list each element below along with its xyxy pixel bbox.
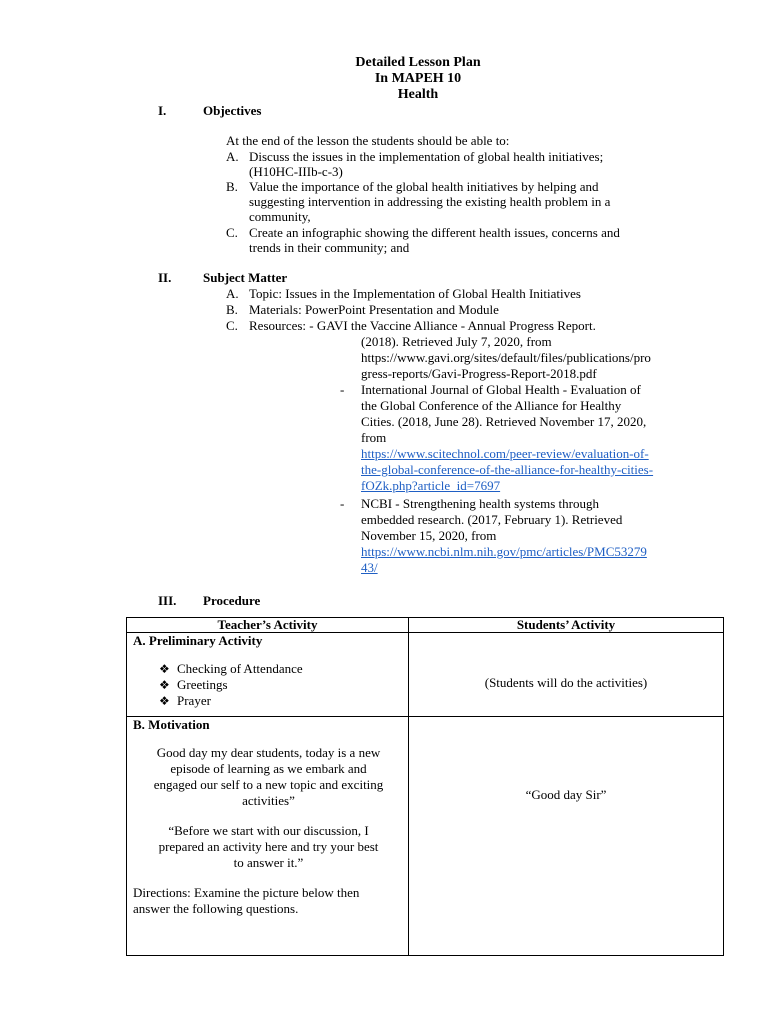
objective-c-line: trends in their community; and bbox=[249, 240, 410, 255]
preliminary-activity-cell bbox=[127, 633, 409, 717]
objectives-intro: At the end of the lesson the students should be able to: bbox=[226, 133, 510, 148]
diamond-bullet-icon: ❖ bbox=[159, 694, 170, 708]
topic-marker: A. bbox=[226, 286, 239, 301]
resource3-line: embedded research. (2017, February 1). Retrieved bbox=[361, 512, 623, 527]
topic-text: Topic: Issues in the Implementation of Global Health Initiatives bbox=[249, 286, 581, 301]
preliminary-activity-heading: A. Preliminary Activity bbox=[133, 633, 263, 648]
objective-b-line: suggesting intervention in addressing the existing health problem in a bbox=[249, 194, 611, 209]
section-title-procedure: Procedure bbox=[203, 593, 261, 608]
objective-b-line: community, bbox=[249, 209, 311, 224]
document-subject: Health bbox=[397, 87, 439, 102]
resource2-link[interactable]: https://www.scitechnol.com/peer-review/evaluation-of- bbox=[361, 446, 649, 461]
materials-marker: B. bbox=[226, 302, 238, 317]
materials-text: Materials: PowerPoint Presentation and Module bbox=[249, 302, 499, 317]
objective-a-line: Discuss the issues in the implementation of global health initiatives; bbox=[249, 149, 604, 164]
diamond-bullet-icon: ❖ bbox=[159, 662, 170, 676]
objective-marker-b: B. bbox=[226, 179, 238, 194]
resource3-link[interactable]: 43/ bbox=[361, 560, 378, 575]
resource1-line: https://www.gavi.org/sites/default/files/publications/pro bbox=[361, 350, 651, 365]
teacher-activity-header: Teacher’s Activity bbox=[127, 618, 409, 633]
motivation-intro: “Before we start with our discussion, I prepared an activity here and try your best to answer it.” bbox=[158, 823, 379, 870]
list-item: ❖ Greetings bbox=[159, 677, 228, 692]
motivation-directions: Directions: Examine the picture below then answer the following questions. bbox=[133, 885, 360, 916]
resource2-line: from bbox=[361, 430, 387, 445]
list-item: ❖ Prayer bbox=[159, 693, 211, 708]
diamond-bullet-icon: ❖ bbox=[159, 678, 170, 692]
section-number-subject-matter: II. bbox=[158, 270, 172, 285]
resource3-line: NCBI - Strengthening health systems through bbox=[361, 496, 599, 511]
section-title-subject-matter: Subject Matter bbox=[203, 270, 288, 285]
preliminary-student-cell bbox=[409, 633, 724, 717]
objective-b-line: Value the importance of the global health initiatives by helping and bbox=[249, 179, 599, 194]
resource2-line: the Global Conference of the Alliance for Healthy bbox=[361, 398, 622, 413]
resource2-link[interactable]: the-global-conference-of-the-alliance-for-healthy-cities- bbox=[361, 462, 654, 477]
resources-label: Resources: - GAVI the Vaccine Alliance - Annual Progress Report. bbox=[249, 318, 596, 333]
resources-marker: C. bbox=[226, 318, 238, 333]
resource1-line: (2018). Retrieved July 7, 2020, from bbox=[361, 334, 552, 349]
resource2-link[interactable]: fOZk.php?article_id=7697 bbox=[361, 478, 501, 493]
objective-c-line: Create an infographic showing the different health issues, concerns and bbox=[249, 225, 620, 240]
document-subtitle: In MAPEH 10 bbox=[374, 71, 462, 86]
motivation-greeting: Good day my dear students, today is a new episode of learning as we embark and engaged our self to a new topic and exciting activities” bbox=[153, 745, 384, 808]
motivation-heading: B. Motivation bbox=[133, 717, 210, 732]
section-number-objectives: I. bbox=[158, 103, 167, 118]
procedure-table bbox=[126, 617, 724, 956]
resource3-line: November 15, 2020, from bbox=[361, 528, 497, 543]
table-row bbox=[127, 633, 724, 717]
motivation-student-cell bbox=[409, 717, 724, 956]
motivation-cell bbox=[127, 717, 409, 956]
section-title-objectives: Objectives bbox=[203, 103, 262, 118]
resource2-line: Cities. (2018, June 28). Retrieved November 17, 2020, bbox=[361, 414, 647, 429]
resource3-link[interactable]: https://www.ncbi.nlm.nih.gov/pmc/articles/PMC53279 bbox=[361, 544, 647, 559]
resource3-dash: - bbox=[340, 496, 345, 511]
preliminary-student-text: (Students will do the activities) bbox=[484, 675, 648, 690]
resource2-dash: - bbox=[340, 382, 345, 397]
students-activity-header: Students’ Activity bbox=[409, 618, 724, 633]
motivation-student-text: “Good day Sir” bbox=[525, 787, 607, 802]
objective-marker-a: A. bbox=[226, 149, 239, 164]
resource2-line: International Journal of Global Health - Evaluation of bbox=[361, 382, 641, 397]
document-title: Detailed Lesson Plan bbox=[355, 55, 481, 70]
resource1-line: gress-reports/Gavi-Progress-Report-2018.pdf bbox=[361, 366, 597, 381]
table-row bbox=[127, 717, 724, 956]
table-header-row bbox=[127, 618, 724, 633]
objective-a-line: (H10HC-IIIb-c-3) bbox=[249, 164, 343, 179]
objective-marker-c: C. bbox=[226, 225, 238, 240]
section-number-procedure: III. bbox=[158, 593, 177, 608]
list-item: ❖ Checking of Attendance bbox=[159, 661, 303, 676]
